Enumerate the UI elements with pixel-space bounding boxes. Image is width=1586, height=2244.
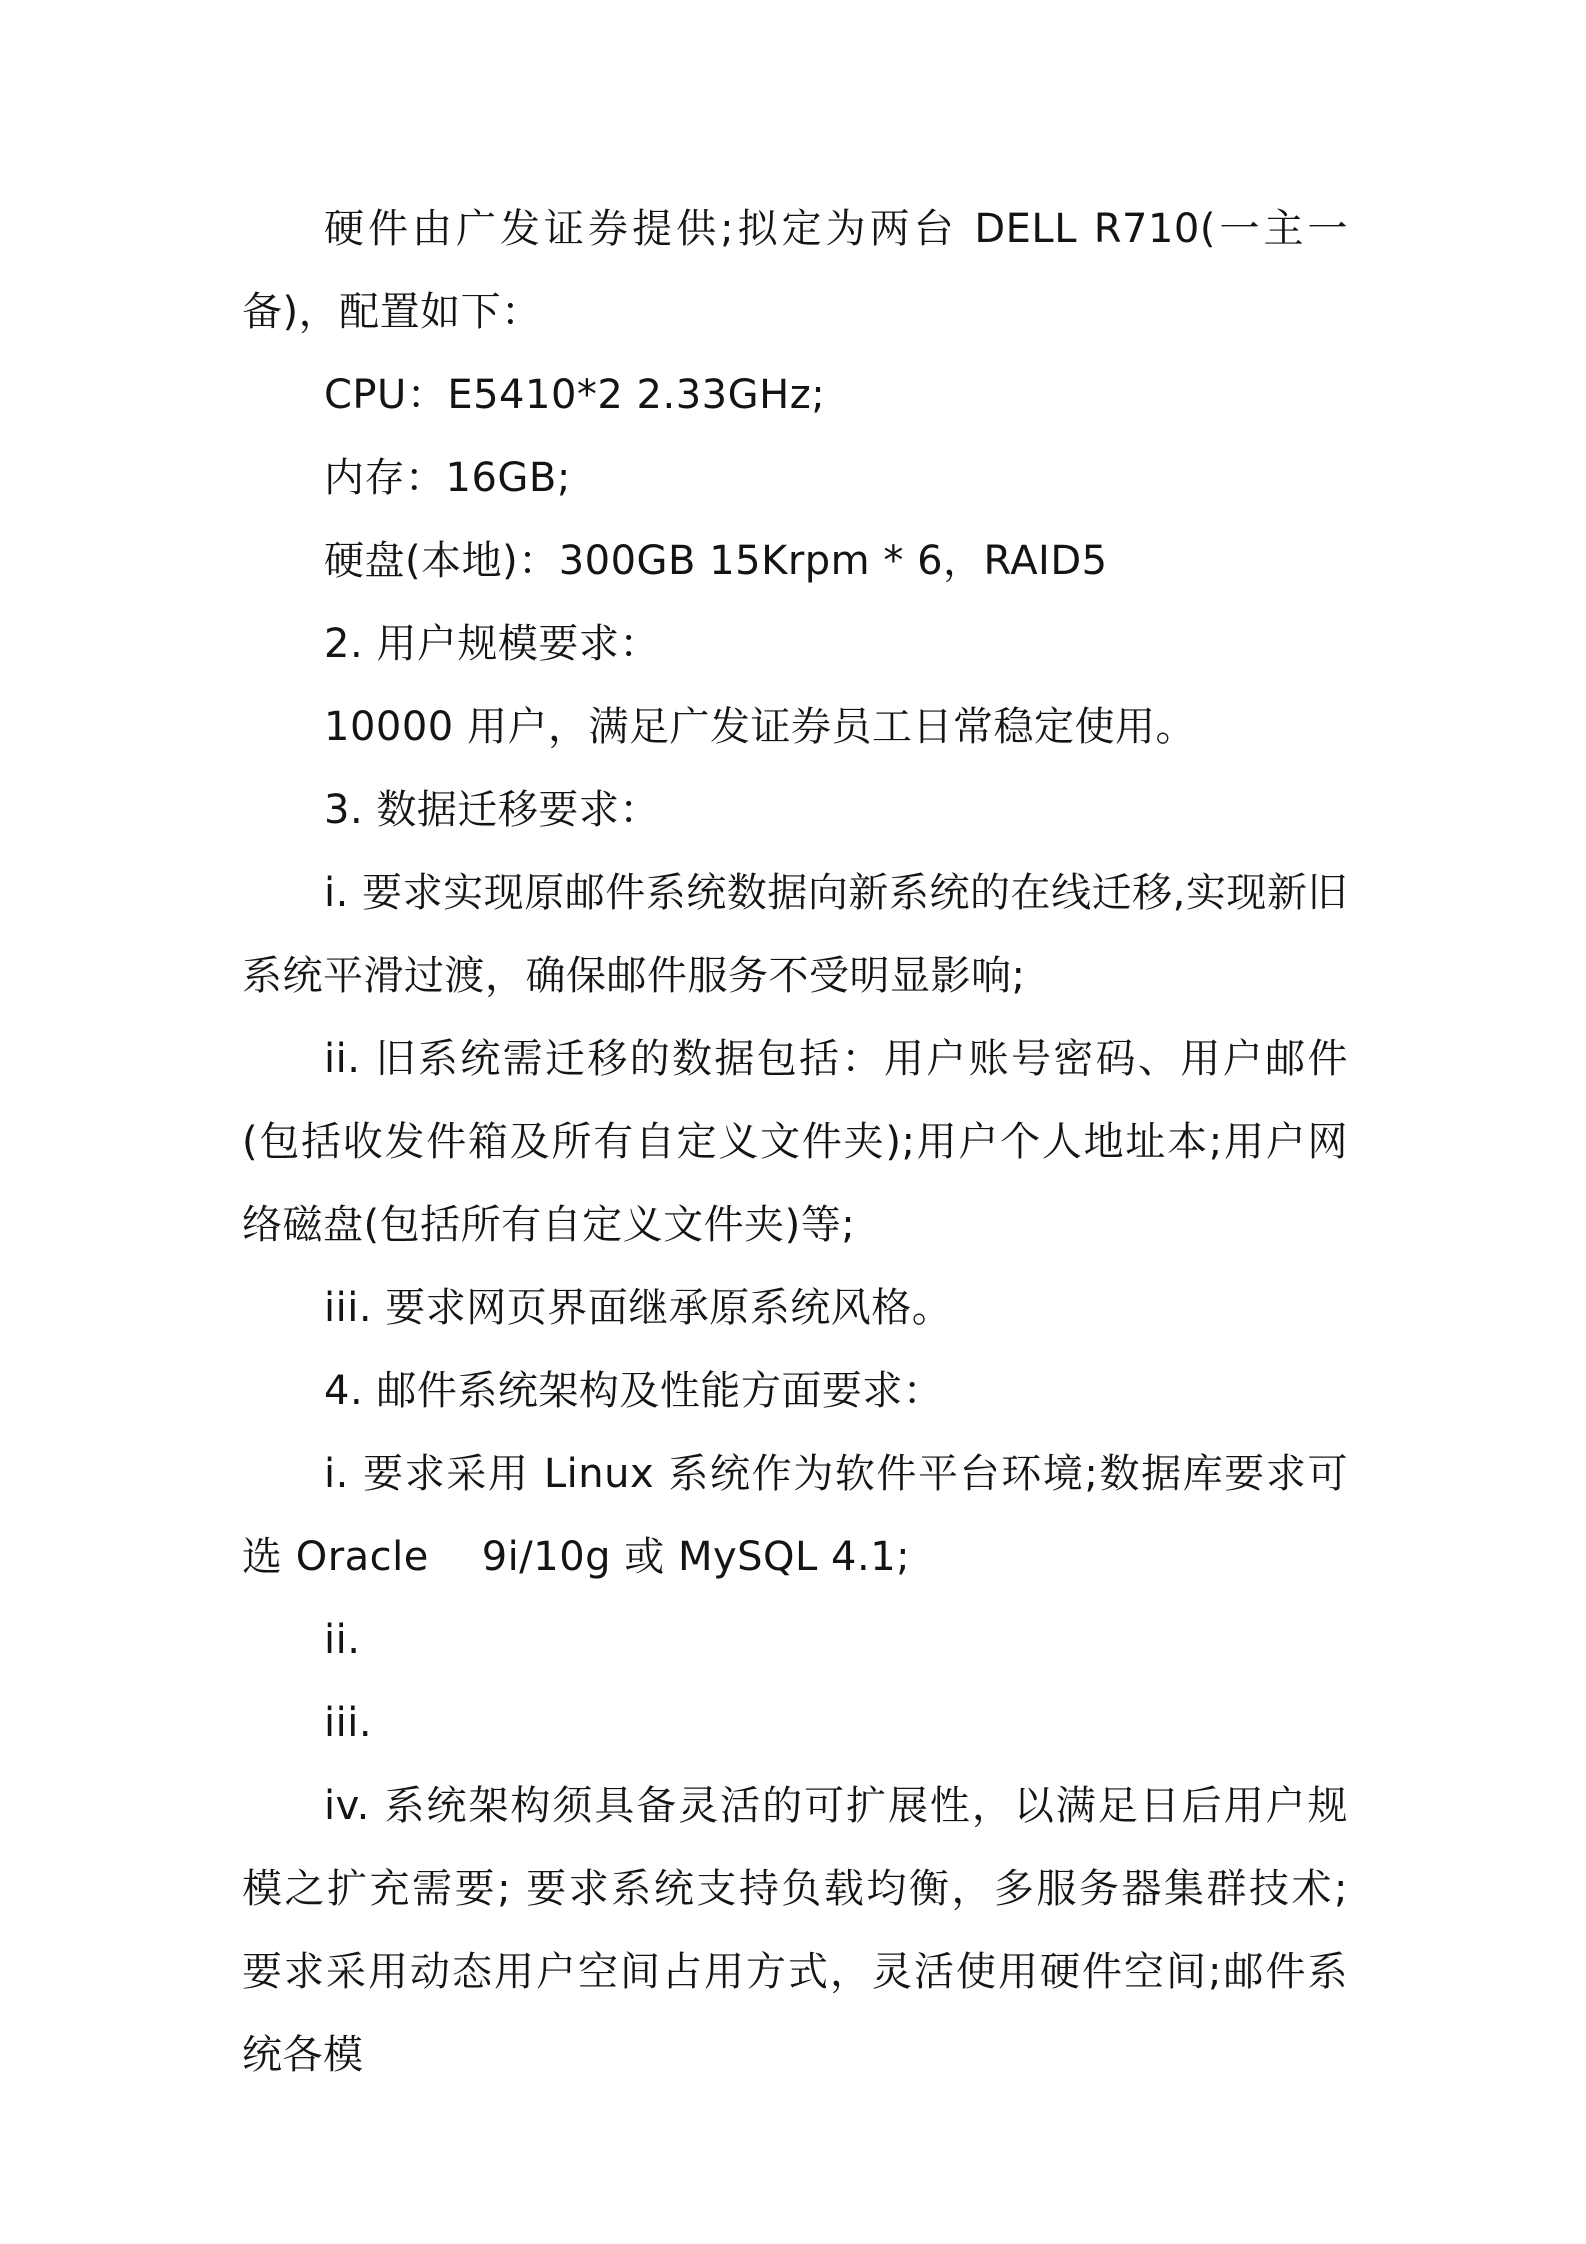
paragraph-memory: 内存：16GB; [324, 455, 571, 501]
heading-data-migration: 3. 数据迁移要求： [324, 787, 660, 833]
paragraph-migration-i: i. 要求实现原邮件系统数据向新系统的在线迁移,实现新旧系统平滑过渡，确保邮件服务不受明显影响; [242, 870, 1348, 999]
paragraph-architecture-ii: ii. [324, 1617, 361, 1663]
paragraph-architecture-iii: iii. [324, 1700, 373, 1746]
paragraph-cpu: CPU：E5410*2 2.33GHz; [324, 372, 826, 418]
heading-architecture: 4. 邮件系统架构及性能方面要求： [324, 1368, 944, 1414]
document-body [242, 188, 1362, 2097]
paragraph-architecture-iv: iv. 系统架构须具备灵活的可扩展性，以满足日后用户规模之扩充需要; 要求系统支持负载均衡，多服务器集群技术; 要求采用动态用户空间占用方式，灵活使用硬件空间;邮件系统各模 [242, 1783, 1362, 2078]
paragraph-migration-iii: iii. 要求网页界面继承原系统风格。 [324, 1285, 953, 1331]
paragraph-user-scale: 10000 用户，满足广发证券员工日常稳定使用。 [324, 704, 1196, 750]
heading-user-scale: 2. 用户规模要求： [324, 621, 660, 667]
paragraph-hardware: 硬件由广发证券提供;拟定为两台 DELL R710(一主一备)，配置如下： [242, 206, 1348, 335]
paragraph-architecture-i: i. 要求采用 Linux 系统作为软件平台环境;数据库要求可选 Oracle 9i/10g 或 MySQL 4.1; [242, 1451, 1348, 1580]
paragraph-migration-ii: ii. 旧系统需迁移的数据包括：用户账号密码、用户邮件(包括收发件箱及所有自定义文件夹);用户个人地址本;用户网络磁盘(包括所有自定义文件夹)等; [242, 1036, 1348, 1248]
paragraph-disk: 硬盘(本地)：300GB 15Krpm * 6，RAID5 [324, 538, 1108, 584]
